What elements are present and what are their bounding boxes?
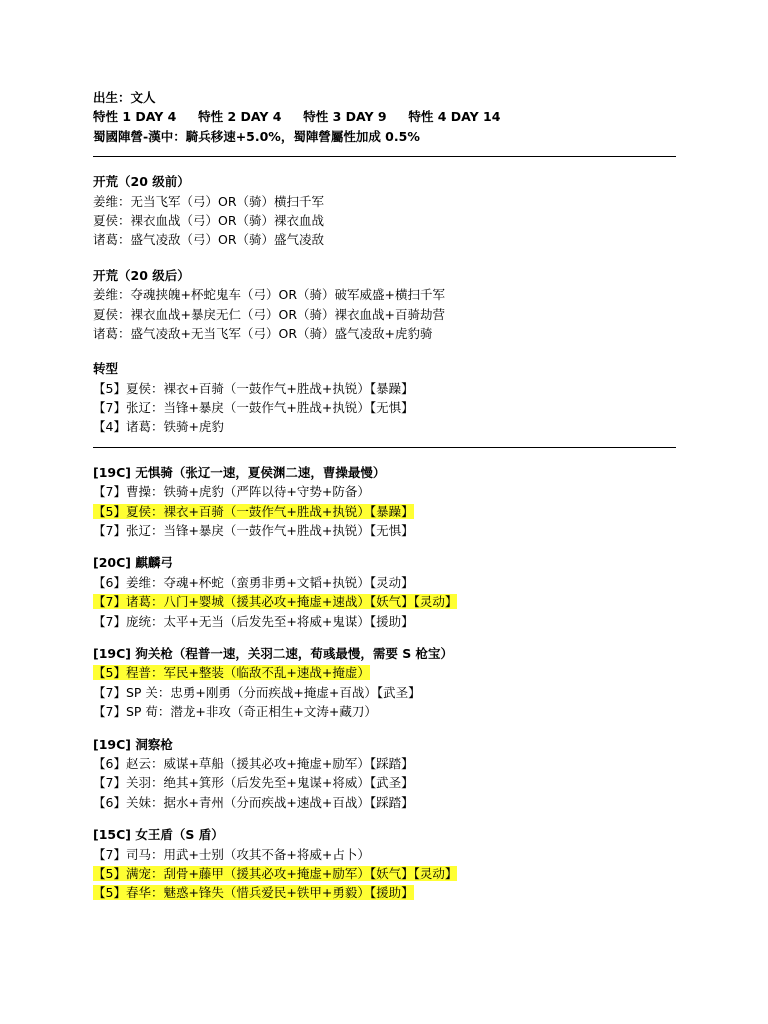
highlighted-item: 【5】夏侯：裸衣+百骑（一鼓作气+胜战+执锐）【暴躁】 — [93, 503, 414, 519]
camp-line: 蜀國陣營-漢中：騎兵移速+5.0%，蜀陣營屬性加成 0.5% — [93, 128, 420, 144]
section-title: [15C] 女王盾（S 盾） — [93, 827, 224, 843]
section-nvwang — [93, 825, 678, 903]
birth-line: 出生：文人 — [93, 90, 156, 105]
list-item: 【7】SP 荀：潜龙+非攻（奇正相生+文涛+藏刀） — [93, 704, 377, 720]
section-title: 开荒（20 级前） — [93, 174, 190, 190]
divider — [93, 447, 676, 448]
highlighted-item: 【5】春华：魅惑+锋失（惜兵爱民+铁甲+勇毅）【援助】 — [93, 885, 414, 901]
section-title: [19C] 洞察枪 — [93, 736, 173, 752]
section-wujuqi — [93, 463, 678, 541]
list-item: 诸葛：盛气凌敌（弓）OR（骑）盛气凌敌 — [93, 232, 325, 248]
list-item: 【7】张辽：当锋+暴戾（一鼓作气+胜战+执锐）【无惧】 — [93, 523, 414, 539]
list-item: 【5】夏侯：裸衣+百骑（一鼓作气+胜战+执锐）【暴躁】 — [93, 380, 414, 396]
section-title: 转型 — [93, 361, 119, 377]
list-item: 【7】张辽：当锋+暴戾（一鼓作气+胜战+执锐）【无惧】 — [93, 400, 414, 416]
highlighted-item: 【5】满宠：刮骨+藤甲（援其必攻+掩虚+励军）【妖气】【灵动】 — [93, 865, 458, 881]
section-pre20 — [93, 172, 678, 250]
list-item: 姜维：夺魂挟魄+杯蛇鬼车（弓）OR（骑）破军威盛+横扫千军 — [93, 287, 445, 303]
section-title: 开荒（20 级后） — [93, 267, 190, 283]
list-item: 姜维：无当飞军（弓）OR（骑）横扫千军 — [93, 193, 325, 209]
section-post20 — [93, 266, 678, 344]
list-item: 【7】司马：用武+士别（攻其不备+将威+占卜） — [93, 846, 370, 862]
section-gouguan — [93, 644, 678, 722]
list-item: 【6】姜维：夺魂+杯蛇（蛮勇非勇+文韬+执锐）【灵动】 — [93, 574, 414, 590]
list-item: 夏侯：裸衣血战+暴戾无仁（弓）OR（骑）裸衣血战+百骑劫营 — [93, 306, 445, 322]
traits-line: 特性 1 DAY 4 特性 2 DAY 4 特性 3 DAY 9 特性 4 DAY 14 — [93, 109, 501, 125]
section-title: [19C] 狗关枪（程普一速，关羽二速，荀彧最慢，需要 S 枪宝） — [93, 645, 454, 661]
list-item: 诸葛：盛气凌敌+无当飞军（弓）OR（骑）盛气凌敌+虎豹骑 — [93, 325, 433, 341]
section-transition — [93, 359, 678, 437]
divider — [93, 156, 676, 157]
list-item: 【7】关羽：绝其+箕形（后发先至+鬼谋+将威）【武圣】 — [93, 775, 414, 791]
section-title: [20C] 麒麟弓 — [93, 555, 173, 571]
highlighted-item: 【5】程普：军民+整装（临敌不乱+速战+掩虚） — [93, 665, 370, 681]
list-item: 【4】诸葛：铁骑+虎豹 — [93, 419, 224, 435]
document-page — [93, 88, 678, 903]
list-item: 夏侯：裸衣血战（弓）OR（骑）裸衣血战 — [93, 212, 325, 228]
section-qilin — [93, 553, 678, 631]
list-item: 【7】庞统：太平+无当（后发先至+将威+鬼谋）【援助】 — [93, 613, 414, 629]
section-dongcha — [93, 735, 678, 813]
highlighted-item: 【7】诸葛：八门+婴城（援其必攻+掩虚+速战）【妖气】【灵动】 — [93, 594, 458, 610]
list-item: 【7】曹操：铁骑+虎豹（严阵以待+守势+防备） — [93, 484, 370, 500]
list-item: 【6】关妹：据水+青州（分而疾战+速战+百战）【踩踏】 — [93, 794, 414, 810]
section-title: [19C] 无惧骑（张辽一速，夏侯渊二速，曹操最慢） — [93, 464, 386, 480]
list-item: 【7】SP 关：忠勇+刚勇（分而疾战+掩虚+百战）【武圣】 — [93, 684, 421, 700]
list-item: 【6】赵云：威谋+草船（援其必攻+掩虚+励军）【踩踏】 — [93, 755, 414, 771]
